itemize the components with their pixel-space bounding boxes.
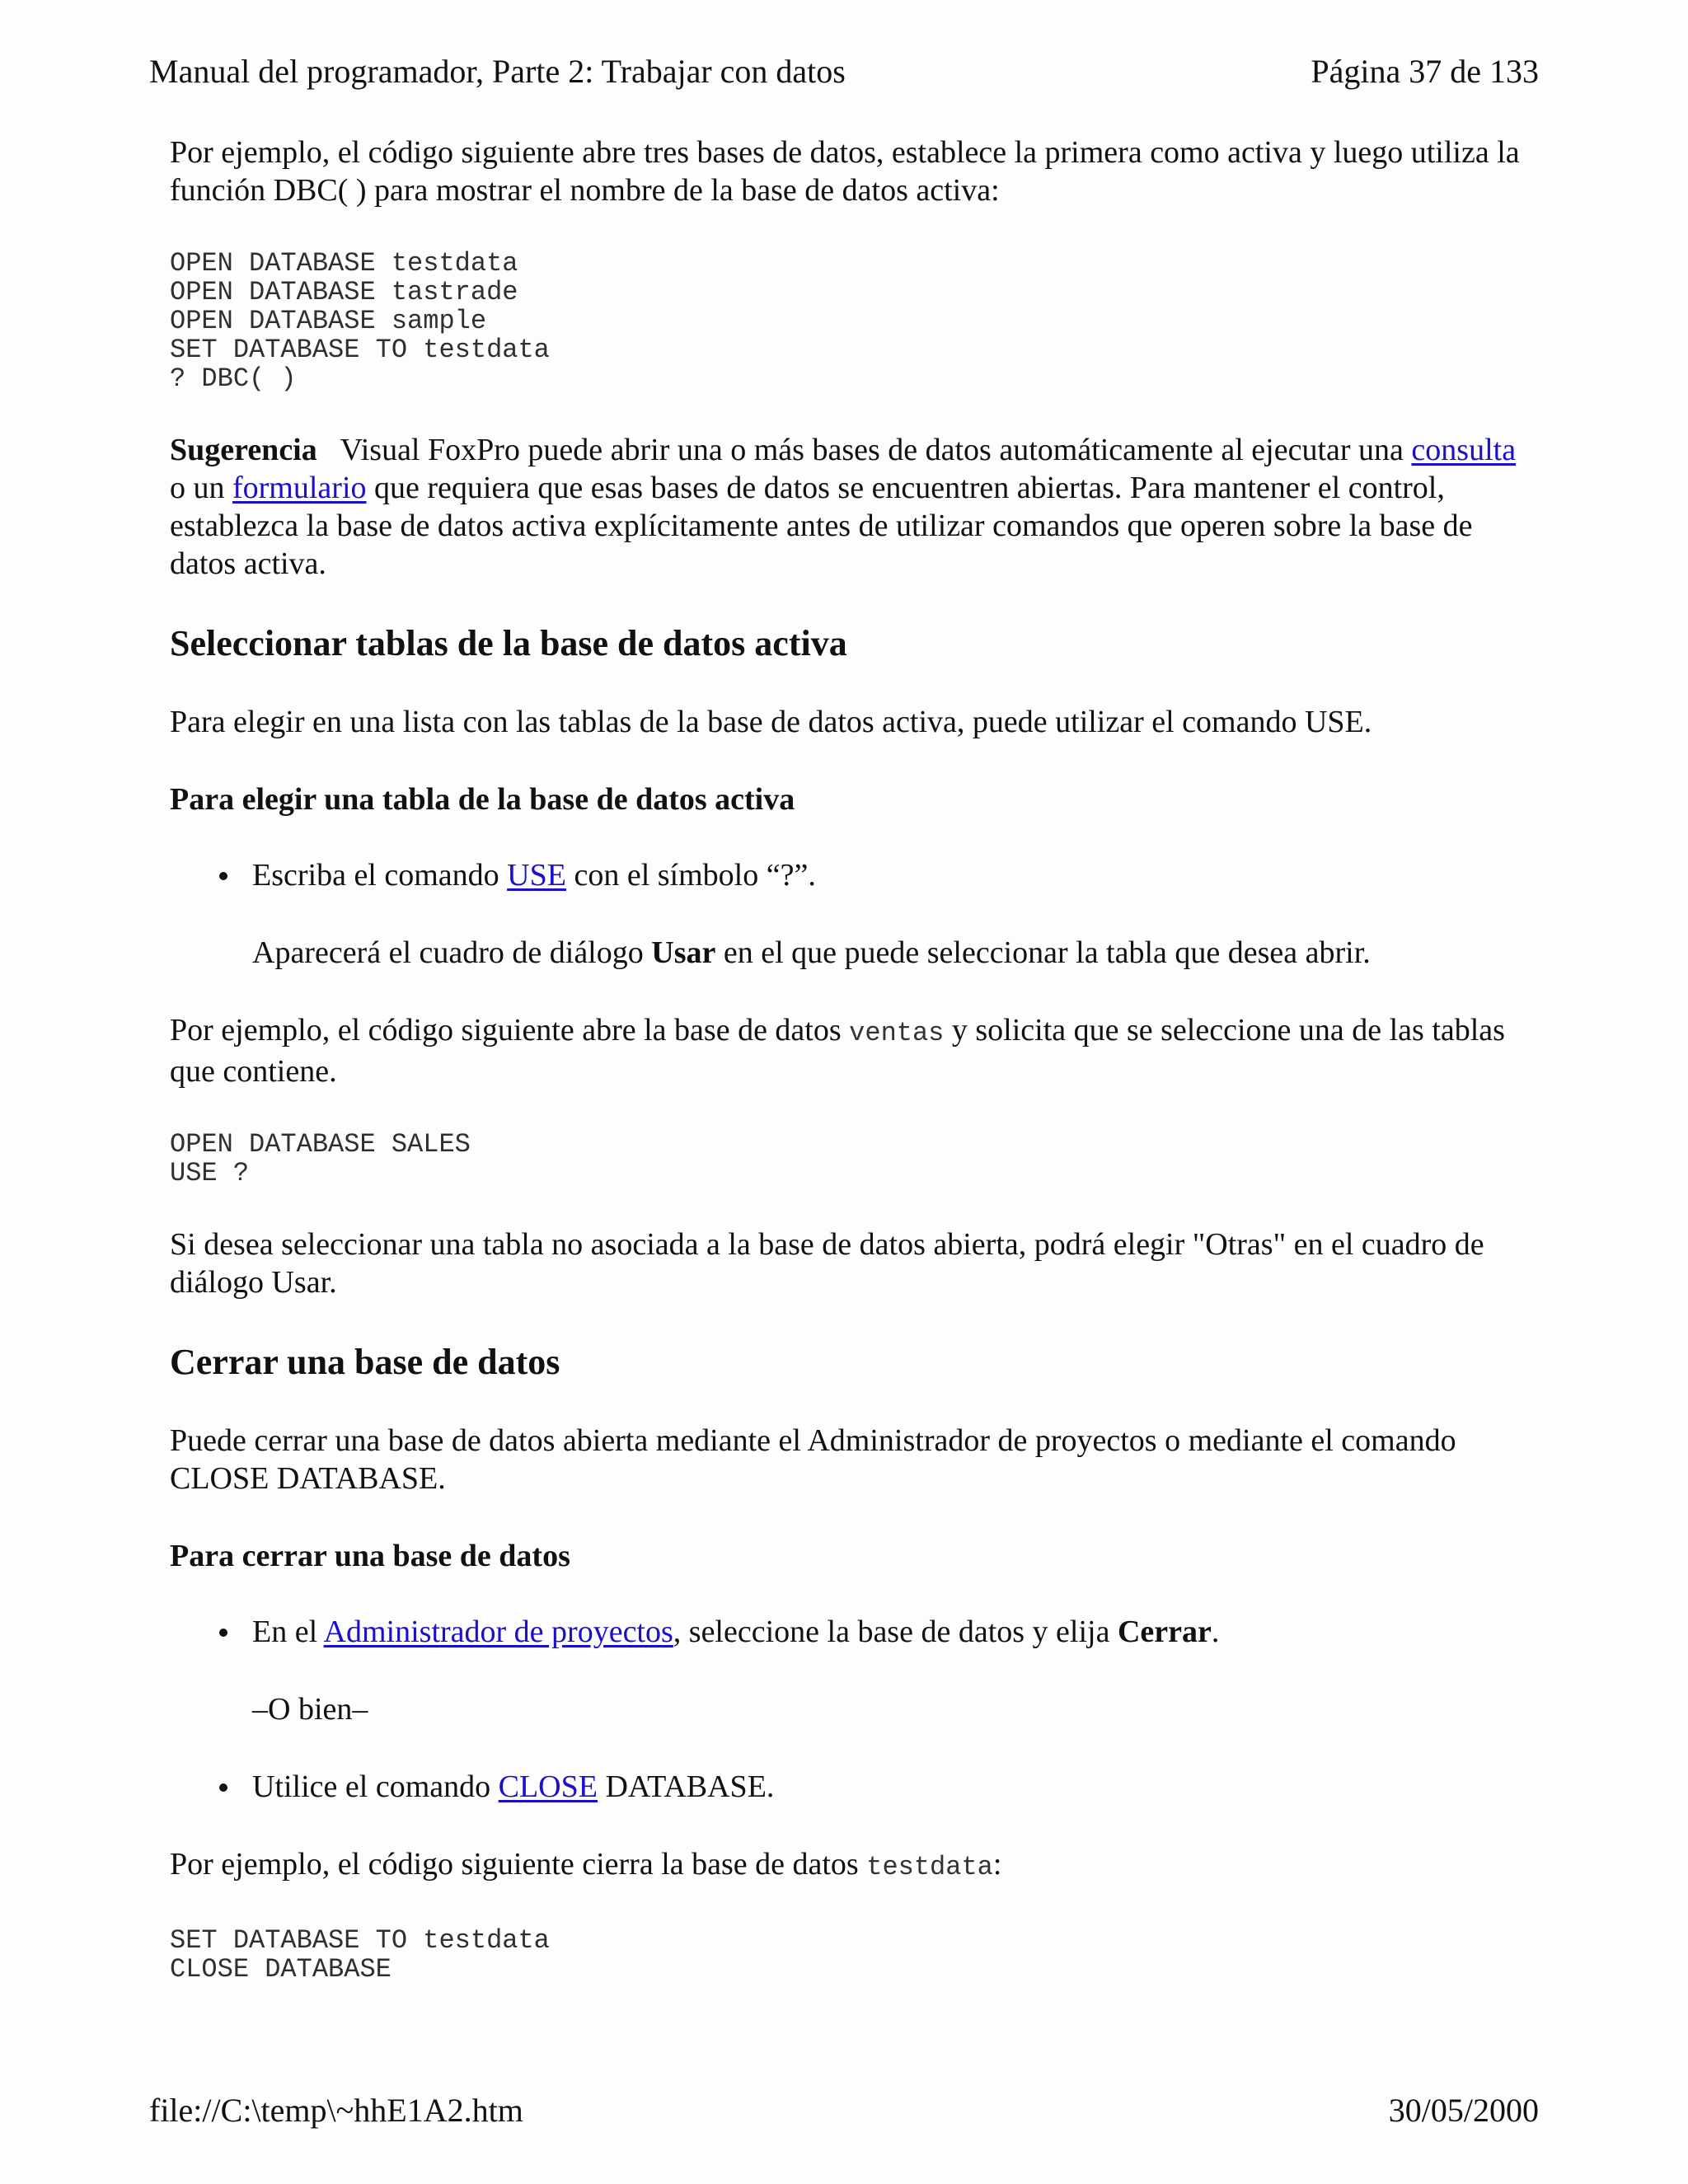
page-header (149, 48, 1539, 94)
intro-paragraph: Por ejemplo, el código siguiente abre tres bases de datos, establece la primera como activa y luego utiliza la función DBC( ) para mostrar el nombre de la base de datos activa: (170, 135, 1520, 208)
section-heading-select-tables: Seleccionar tablas de la base de datos activa (170, 623, 847, 663)
bullet-icon (219, 872, 227, 880)
inline-code: testdata (866, 1852, 993, 1882)
example-paragraph (170, 1011, 1538, 1090)
example-paragraph (170, 1845, 1538, 1886)
page-content (170, 134, 1538, 2022)
section-paragraph: Puede cerrar una base de datos abierta mediante el Administrador de proyectos o mediante el comando CLOSE DATABASE. (170, 1423, 1456, 1496)
list-item-text: Escriba el comando (252, 858, 508, 893)
tip-text: Visual FoxPro puede abrir una o más bases de datos automáticamente al ejecutar una (316, 433, 1412, 467)
code-block-open-databases: OPEN DATABASE testdata OPEN DATABASE tastrade OPEN DATABASE sample SET DATABASE TO testdata ? DBC( ) (170, 248, 550, 394)
list-item (252, 856, 1538, 894)
list-item-text: DATABASE. (597, 1769, 775, 1804)
example-text: : (992, 1847, 1002, 1882)
tip-paragraph (170, 431, 1538, 583)
tip-text: que requiera que esas bases de datos se encuentren abiertas. Para mantener el control, establezca la base de datos activa explícitamente antes de utilizar comandos que operen sobre la base de datos activa. (170, 471, 1473, 581)
page-footer (149, 2087, 1539, 2133)
document-title: Manual del programador, Parte 2: Trabajar con datos (149, 52, 846, 90)
note-text: en el que puede seleccionar la tabla que desea abrir. (715, 935, 1371, 970)
procedure-heading-close-database: Para cerrar una base de datos (170, 1539, 570, 1573)
or-separator: –O bien– (252, 1692, 368, 1727)
tip-text: o un (170, 433, 1524, 505)
example-text: y solicita que se seleccione una de las tablas que contiene. (170, 1013, 1505, 1089)
link-close[interactable]: CLOSE (498, 1769, 598, 1804)
link-administrador-de-proyectos[interactable]: Administrador de proyectos (323, 1615, 673, 1649)
list-item-text: . (1211, 1615, 1220, 1649)
section-paragraph: Si desea seleccionar una tabla no asociada a la base de datos abierta, podrá elegir "Otras" en el cuadro de diálogo Usar. (170, 1227, 1484, 1300)
page-number: Página 37 de 133 (1311, 52, 1539, 90)
note-paragraph (252, 934, 1538, 972)
note-bold: Usar (651, 935, 716, 970)
section-heading-close-database: Cerrar una base de datos (170, 1342, 560, 1382)
list-item-bold: Cerrar (1117, 1615, 1212, 1649)
tip-label: Sugerencia (170, 433, 317, 467)
link-use[interactable]: USE (507, 858, 566, 893)
code-block-use: OPEN DATABASE SALES USE ? (170, 1129, 471, 1188)
list-item-text: con el símbolo “?”. (565, 858, 816, 893)
code-block-close-database: SET DATABASE TO testdata CLOSE DATABASE (170, 1925, 550, 1985)
list-item (252, 1768, 1538, 1806)
file-path: file://C:\temp\~hhE1A2.htm (149, 2091, 523, 2129)
bullet-icon (219, 1629, 227, 1637)
print-date: 30/05/2000 (1388, 2091, 1539, 2129)
example-text: Por ejemplo, el código siguiente cierra la base de datos (170, 1847, 867, 1882)
note-text: Aparecerá el cuadro de diálogo (252, 935, 652, 970)
procedure-heading-choose-table: Para elegir una tabla de la base de datos activa (170, 782, 795, 817)
inline-code: ventas (849, 1018, 945, 1048)
link-formulario[interactable]: formulario (232, 471, 367, 505)
list-item (252, 1613, 1538, 1651)
bullet-icon (219, 1783, 227, 1792)
link-consulta[interactable]: consulta (1411, 433, 1517, 467)
section-paragraph: Para elegir en una lista con las tablas de la base de datos activa, puede utilizar el comando USE. (170, 705, 1372, 739)
list-item-text: Utilice el comando (252, 1769, 499, 1804)
list-item-text: En el (252, 1615, 324, 1649)
example-text: Por ejemplo, el código siguiente abre la base de datos (170, 1013, 850, 1047)
list-item-text: , seleccione la base de datos y elija (673, 1615, 1118, 1649)
